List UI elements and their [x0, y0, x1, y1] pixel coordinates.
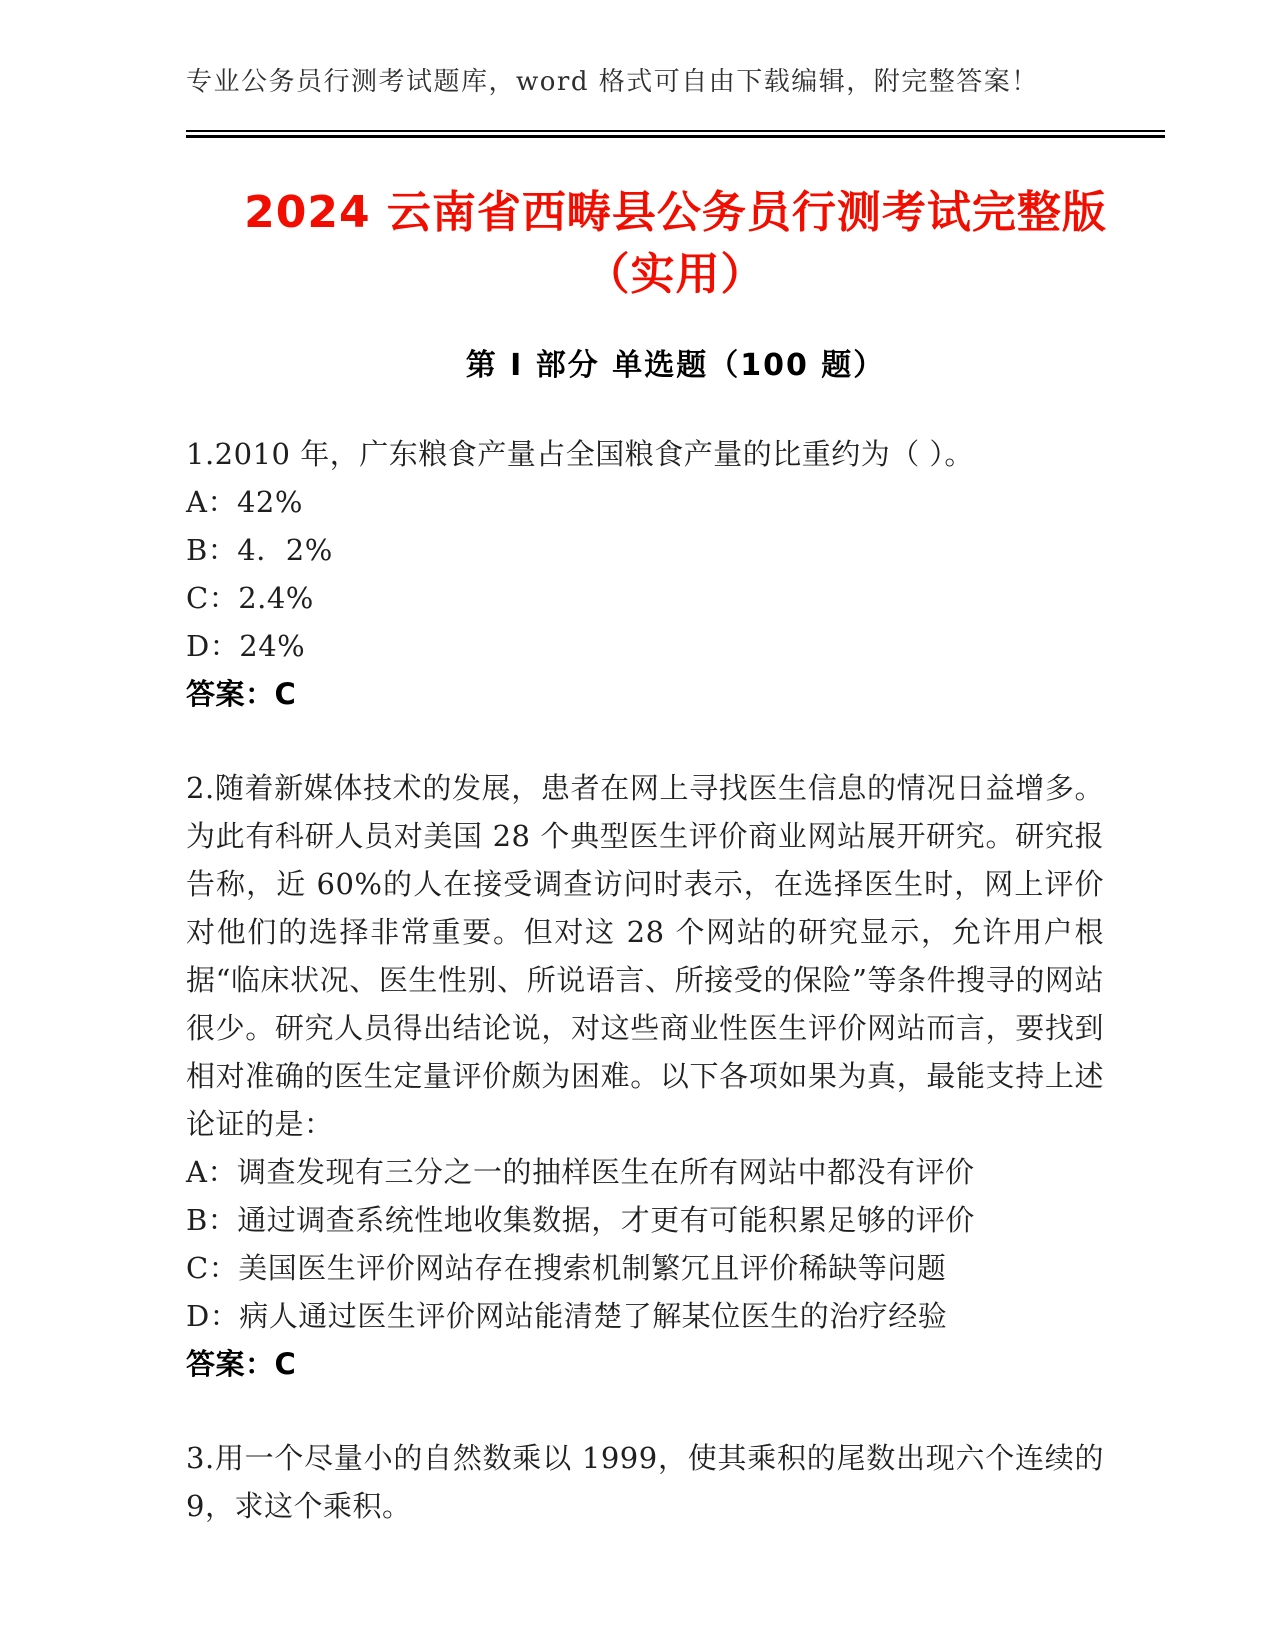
question-1-option-c: C：2.4%	[186, 581, 314, 615]
question-2-option-d: D：病人通过医生评价网站能清楚了解某位医生的治疗经验	[186, 1299, 948, 1333]
question-2	[186, 764, 1104, 1388]
question-2-option-c: C：美国医生评价网站存在搜索机制繁冗且评价稀缺等问题	[186, 1251, 947, 1285]
question-1-option-a: A：42%	[186, 485, 303, 519]
question-1	[186, 430, 1104, 718]
section-heading: 第 I 部分 单选题（100 题）	[465, 348, 886, 383]
page-title: 2024 云南省西畴县公务员行测考试完整版（实用）	[244, 187, 1107, 300]
question-2-answer: 答案：C	[186, 1347, 297, 1381]
question-list	[186, 430, 1104, 1530]
question-2-option-b: B：通过调查系统性地收集数据，才更有可能积累足够的评价	[186, 1203, 975, 1237]
header-note: 专业公务员行测考试题库，word 格式可自由下载编辑，附完整答案！	[186, 67, 1039, 97]
question-3	[186, 1434, 1104, 1530]
question-3-stem: 3.用一个尽量小的自然数乘以 1999，使其乘积的尾数出现六个连续的 9，求这个乘积。	[186, 1441, 1104, 1523]
question-1-answer: 答案：C	[186, 677, 297, 711]
question-2-stem: 2.随着新媒体技术的发展，患者在网上寻找医生信息的情况日益增多。为此有科研人员对美国 28 个典型医生评价商业网站展开研究。研究报告称，近 60%的人在接受调查访问时表示，在选择医生时，网上评价对他们的选择非常重要。但对这 28 个网站的研究显示，允许用户根据“临床状况、医生性别、所说语言、所接受的保险”等条件搜寻的网站很少。研究人员得出结论说，对这些商业性医生评价网站而言，要找到相对准确的医生定量评价颇为困难。以下各项如果为真，最能支持上述论证的是：	[186, 771, 1104, 1141]
question-1-option-b: B：4．2%	[186, 533, 333, 567]
header-rule-divider	[186, 130, 1165, 138]
question-1-option-d: D：24%	[186, 629, 306, 663]
question-2-option-a: A：调查发现有三分之一的抽样医生在所有网站中都没有评价	[186, 1155, 975, 1189]
question-1-stem: 1.2010 年，广东粮食产量占全国粮食产量的比重约为（ ）。	[186, 437, 974, 471]
